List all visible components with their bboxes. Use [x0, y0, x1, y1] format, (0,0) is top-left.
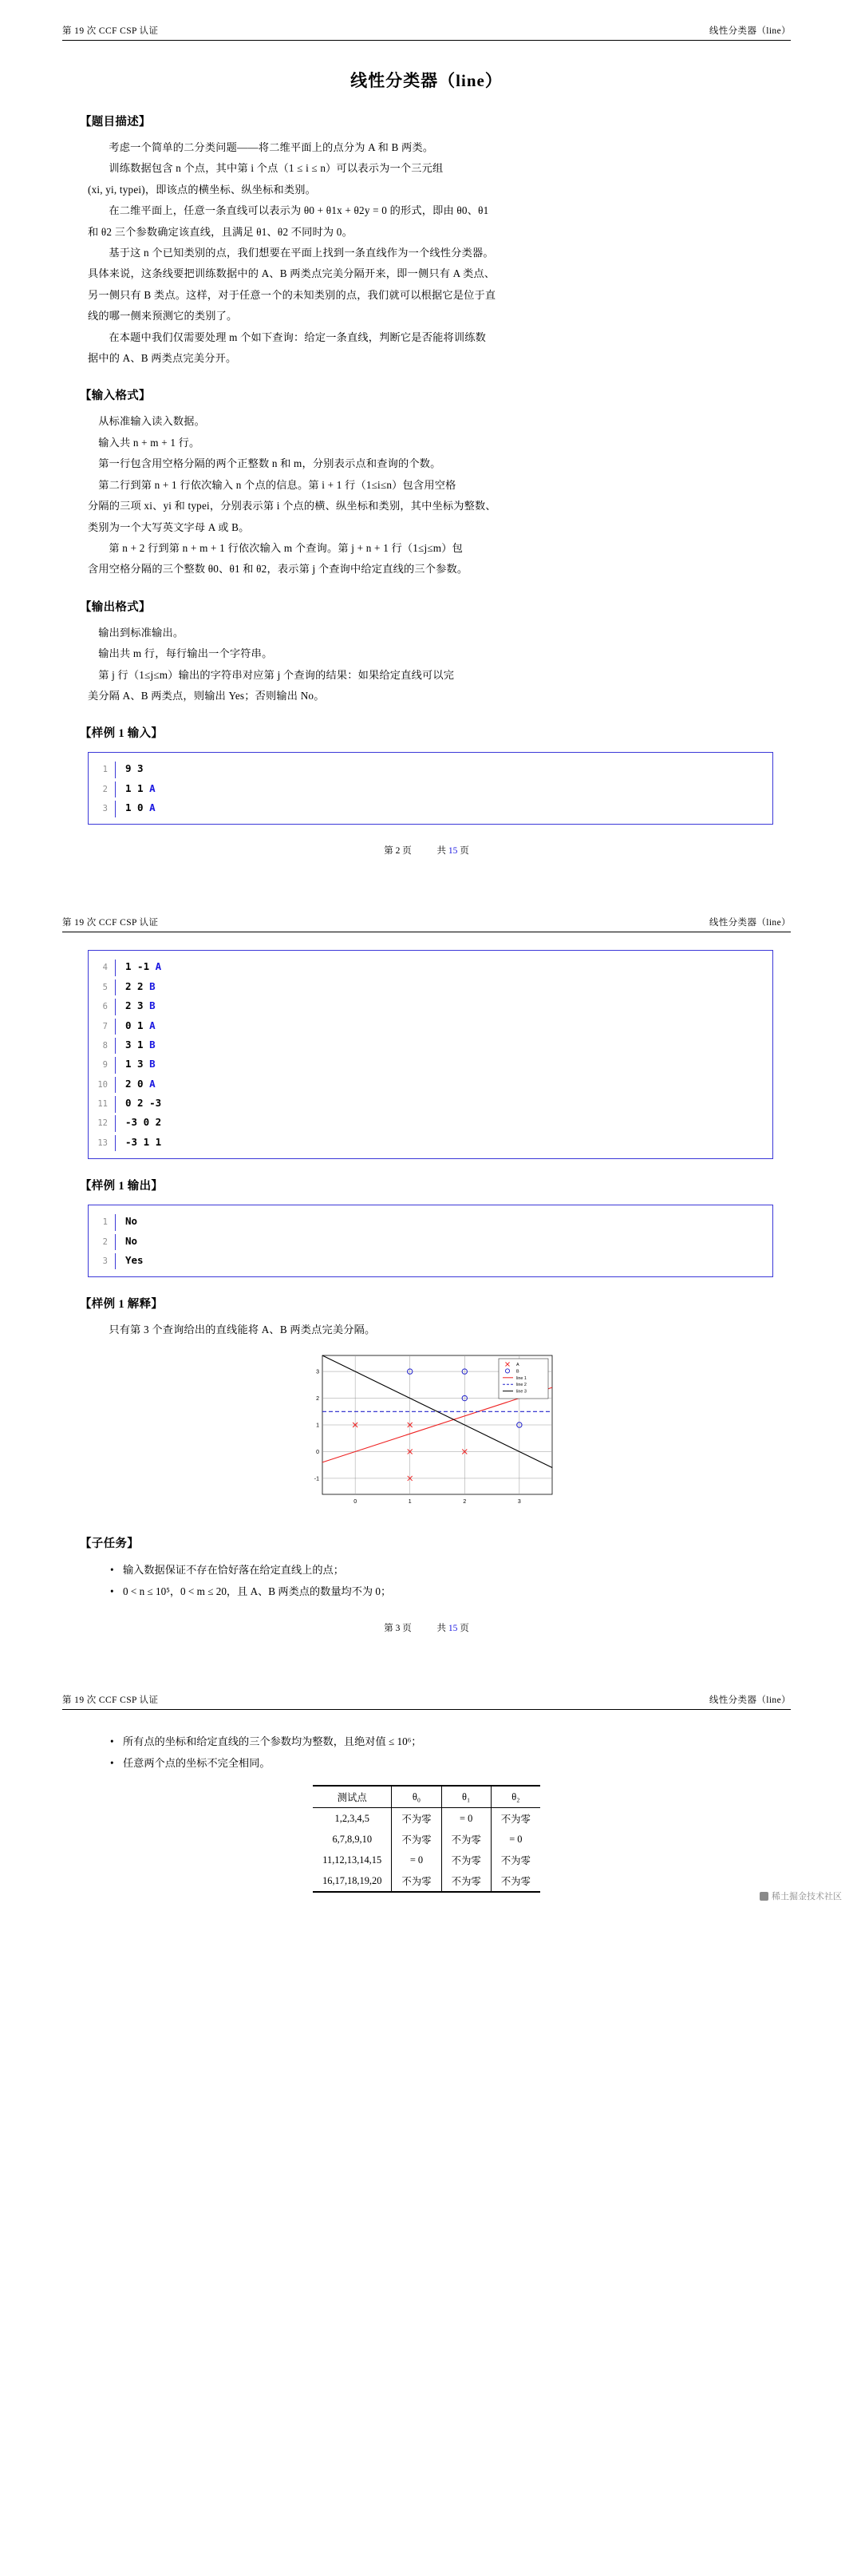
- code-line-text: 0 1 A: [125, 1019, 156, 1031]
- table-cell: 不为零: [392, 1808, 441, 1830]
- subtask-list-page4: [110, 1731, 773, 1774]
- code-line: [89, 996, 772, 1015]
- code-class-label: A: [149, 1077, 156, 1090]
- code-line-number: 2: [89, 1234, 116, 1250]
- page-footer-2: [0, 844, 853, 857]
- testpoint-table: [313, 1785, 540, 1893]
- code-line: [89, 1251, 772, 1270]
- paragraph-line: 美分隔 A、B 两类点，则输出 Yes；否则输出 No。: [88, 689, 325, 702]
- footer-page-number: 第 3 页: [384, 1623, 412, 1633]
- paragraph: [88, 158, 773, 179]
- code-line-number: 1: [89, 762, 116, 778]
- paragraph-line: 第二行到第 n + 1 行依次输入 n 个点的信息。第 i + 1 行（1≤i≤n）包含用空格: [98, 478, 456, 491]
- paragraph-line: 线的哪一侧来预测它的类别了。: [88, 310, 238, 322]
- code-line: [89, 1133, 772, 1152]
- code-line-text: 1 3 B: [125, 1058, 156, 1070]
- code-line-text: 2 3 B: [125, 999, 156, 1012]
- legend-label: A: [515, 1362, 519, 1367]
- code-line-number: 12: [89, 1115, 116, 1131]
- table-row: [313, 1808, 540, 1830]
- code-line: [89, 957, 772, 976]
- header-right-text: 线性分类器（line）: [709, 26, 791, 36]
- code-line-text: 3 1 B: [125, 1038, 156, 1051]
- footer-total-suffix: 页: [457, 846, 469, 857]
- paragraph: 考虑一个简单的二分类问题——将二维平面上的点分为 A 和 B 两类。: [109, 141, 434, 153]
- x-tick-label: 2: [462, 1498, 466, 1505]
- code-class-label: A: [149, 1019, 156, 1031]
- section-heading-sample1-output: 【样例 1 输出】: [80, 1180, 164, 1193]
- document-page-3: [0, 892, 853, 1633]
- paragraph-line: 含用空格分隔的三个整数 θ0、θ1 和 θ2，表示第 j 个查询中给定直线的三个参数。: [88, 563, 468, 576]
- table-cell: = 0: [441, 1808, 491, 1830]
- code-class-label: B: [149, 999, 156, 1012]
- paragraph-line: 另一侧只有 B 类点。这样，对于任意一个的未知类别的点，我们就可以根据它是位于直: [88, 288, 496, 301]
- table-cell: 不为零: [392, 1829, 441, 1850]
- list-item: • 任意两个点的坐标不完全相同。: [110, 1752, 773, 1774]
- code-line: [89, 977, 772, 996]
- paragraph-line: 类别为一个大写英文字母 A 或 B。: [88, 520, 250, 533]
- watermark-logo-icon: [760, 1892, 768, 1901]
- code-line-number: 11: [89, 1096, 116, 1112]
- code-line-text: 2 0 A: [125, 1077, 156, 1090]
- legend-label: line 3: [515, 1389, 527, 1395]
- y-tick-label: 2: [315, 1395, 319, 1402]
- code-line: [89, 779, 772, 798]
- paragraph-line: 第 n + 2 行到第 n + m + 1 行依次输入 m 个查询。第 j + n + 1 行（1≤j≤m）包: [109, 541, 464, 554]
- code-class-label: A: [149, 801, 156, 814]
- paragraph-line: 从标准输入读入数据。: [98, 415, 206, 428]
- paragraph-line: 具体来说，这条线要把训练数据中的 A、B 两类点完美分隔开来，即一侧只有 A 类点、: [88, 267, 496, 280]
- y-tick-label: 1: [315, 1423, 319, 1429]
- running-header: [62, 0, 791, 41]
- table-cell: 不为零: [441, 1870, 491, 1892]
- header-left-text: 第 19 次 CCF CSP 认证: [62, 1695, 159, 1705]
- legend-label: B: [515, 1369, 519, 1375]
- page-title: 线性分类器（line）: [350, 71, 503, 90]
- x-tick-label: 3: [517, 1498, 521, 1505]
- list-item: • 输入数据保证不存在恰好落在给定直线上的点；: [110, 1559, 773, 1581]
- paragraph-line: 输出到标准输出。: [98, 626, 184, 639]
- footer-total-prefix: 共: [436, 846, 448, 857]
- table-cell: 不为零: [491, 1870, 540, 1892]
- document-page-2: [0, 0, 853, 857]
- input-format-body: [88, 411, 773, 580]
- section-heading-output-format: 【输出格式】: [80, 600, 151, 614]
- watermark-text: 稀土掘金技术社区: [772, 1892, 842, 1901]
- code-line-number: 5: [89, 979, 116, 995]
- table-cell: 1,2,3,4,5: [313, 1808, 392, 1830]
- code-line-number: 3: [89, 801, 116, 817]
- page-footer-3: [0, 1621, 853, 1634]
- section-heading-sample1-explain: 【样例 1 解释】: [80, 1298, 164, 1312]
- code-line-text: 2 2 B: [125, 979, 156, 992]
- paragraph-line: 输入共 n + m + 1 行。: [98, 436, 200, 449]
- code-line-text: 9 3: [125, 762, 144, 775]
- paragraph-line: 第 j 行（1≤j≤m）输出的字符串对应第 j 个查询的结果：如果给定直线可以完: [98, 668, 455, 681]
- bottom-spacer: [0, 1893, 853, 1907]
- paragraph-line: 基于这 n 个已知类别的点，我们想要在平面上找到一条直线作为一个线性分类器。: [109, 247, 494, 259]
- scatter-plot: [295, 1349, 559, 1517]
- paragraph-line: 只有第 3 个查询给出的直线能将 A、B 两类点完美分隔。: [109, 1324, 376, 1336]
- watermark: [760, 1889, 842, 1902]
- header-right-text: 线性分类器（line）: [709, 1695, 791, 1705]
- code-line-number: 2: [89, 782, 116, 797]
- code-line-text: No: [125, 1215, 138, 1228]
- running-header: [62, 892, 791, 932]
- paragraph-line: 第一行包含用空格分隔的两个正整数 n 和 m，分别表示点和查询的个数。: [98, 457, 441, 470]
- testpoint-table-wrapper: [0, 1785, 853, 1893]
- code-line-text: 1 -1 A: [125, 960, 162, 973]
- code-line-number: 9: [89, 1057, 116, 1073]
- table-header-cell: θ₀: [392, 1786, 441, 1808]
- section-heading-description: 【题目描述】: [80, 116, 151, 129]
- code-line-number: 3: [89, 1253, 116, 1269]
- code-line-number: 13: [89, 1135, 116, 1151]
- code-line-number: 8: [89, 1038, 116, 1054]
- header-right-text: 线性分类器（line）: [709, 918, 791, 928]
- paragraph-line: 分隔的三项 xi、yi 和 typei，分别表示第 i 个点的横、纵坐标和类别，其中坐标为整数、: [88, 500, 496, 512]
- code-line-text: 1 1 A: [125, 782, 156, 794]
- subtask-list-page3: [110, 1559, 773, 1602]
- section-heading-sample1-input: 【样例 1 输入】: [80, 727, 164, 741]
- code-line: [89, 1035, 772, 1055]
- description-body: [88, 137, 773, 369]
- table-row: [313, 1850, 540, 1870]
- code-line: [89, 1074, 772, 1094]
- paragraph-line: 在本题中我们仅需要处理 m 个如下查询：给定一条直线，判断它是否能将训练数: [109, 330, 487, 343]
- legend-label: line 2: [515, 1382, 527, 1387]
- table-cell: 6,7,8,9,10: [313, 1829, 392, 1850]
- sample1-explain-body: [88, 1320, 773, 1340]
- table-header-row: [313, 1786, 540, 1808]
- paragraph-line: 输出共 m 行，每行输出一个字符串。: [98, 647, 273, 660]
- footer-page-number: 第 2 页: [384, 846, 412, 857]
- paragraph-line: 据中的 A、B 两类点完美分开。: [88, 352, 237, 365]
- x-tick-label: 0: [353, 1498, 357, 1505]
- table-header-cell: θ₁: [441, 1786, 491, 1808]
- footer-total-suffix: 页: [457, 1623, 469, 1633]
- code-line-text: 1 0 A: [125, 801, 156, 814]
- code-class-label: B: [149, 1038, 156, 1051]
- table-cell: = 0: [392, 1850, 441, 1870]
- code-line-text: 0 2 -3: [125, 1097, 162, 1110]
- footer-total-count: 15: [448, 846, 458, 857]
- table-cell: = 0: [491, 1829, 540, 1850]
- code-line-number: 7: [89, 1019, 116, 1035]
- page-break-gap: [0, 1634, 853, 1669]
- sample1-input-codeblock-part2[interactable]: [88, 950, 773, 1159]
- x-tick-label: 1: [408, 1498, 412, 1505]
- code-line-text: -3 0 2: [125, 1116, 162, 1129]
- list-item: • 0 < n ≤ 10⁵，0 < m ≤ 20，且 A、B 两类点的数量均不为 0；: [110, 1581, 773, 1602]
- section-heading-subtask: 【子任务】: [80, 1537, 139, 1550]
- table-header-cell: θ₂: [491, 1786, 540, 1808]
- table-cell: 不为零: [441, 1850, 491, 1870]
- page-break-gap: [0, 857, 853, 892]
- code-line: [89, 1113, 772, 1132]
- footer-total-prefix: 共: [436, 1623, 448, 1633]
- code-line-text: Yes: [125, 1253, 144, 1266]
- code-line-number: 1: [89, 1214, 116, 1230]
- code-class-label: A: [149, 782, 156, 794]
- paragraph-line: 和 θ2 三个参数确定该直线，且满足 θ1、θ2 不同时为 0。: [88, 225, 353, 238]
- paragraph-line: (xi, yi, typei)，即该点的横坐标、纵坐标和类别。: [88, 183, 317, 196]
- y-tick-label: 3: [315, 1369, 319, 1375]
- code-line: [89, 1055, 772, 1074]
- table-row: [313, 1829, 540, 1850]
- table-header-cell: 测试点: [313, 1786, 392, 1808]
- document-page-4: [0, 1669, 853, 1907]
- code-class-label: B: [149, 979, 156, 992]
- code-line: [89, 798, 772, 817]
- code-line-text: No: [125, 1234, 138, 1247]
- table-cell: 16,17,18,19,20: [313, 1870, 392, 1892]
- footer-total-count: 15: [448, 1623, 458, 1633]
- output-format-body: [88, 623, 773, 707]
- code-line-number: 6: [89, 999, 116, 1015]
- y-tick-label: -1: [314, 1476, 319, 1482]
- header-left-text: 第 19 次 CCF CSP 认证: [62, 26, 159, 36]
- code-line: [89, 1016, 772, 1035]
- code-line: [89, 1212, 772, 1231]
- code-line-number: 10: [89, 1077, 116, 1093]
- running-header: [62, 1669, 791, 1710]
- sample1-figure: [0, 1349, 853, 1517]
- y-tick-label: 0: [315, 1449, 319, 1455]
- table-cell: 不为零: [491, 1850, 540, 1870]
- code-class-label: A: [155, 960, 162, 973]
- code-line: [89, 759, 772, 778]
- code-line: [89, 1232, 772, 1251]
- sample1-input-codeblock-part1[interactable]: [88, 752, 773, 825]
- table-cell: 不为零: [441, 1829, 491, 1850]
- paragraph-line: 在二维平面上，任意一条直线可以表示为 θ0 + θ1x + θ2y = 0 的形式，即由 θ0、θ1: [109, 204, 489, 217]
- legend-label: line 1: [515, 1375, 527, 1381]
- table-cell: 不为零: [491, 1808, 540, 1830]
- list-item: • 所有点的坐标和给定直线的三个参数均为整数，且绝对值 ≤ 10⁶；: [110, 1731, 773, 1752]
- sample1-output-codeblock[interactable]: [88, 1205, 773, 1277]
- header-left-text: 第 19 次 CCF CSP 认证: [62, 918, 159, 928]
- paragraph-line: 训练数据包含 n 个点，其中第 i 个点（1 ≤ i ≤ n）可以表示为一个三元组: [109, 162, 444, 175]
- code-line: [89, 1094, 772, 1113]
- table-cell: 11,12,13,14,15: [313, 1850, 392, 1870]
- code-line-number: 4: [89, 960, 116, 975]
- code-class-label: B: [149, 1058, 156, 1070]
- table-row: [313, 1870, 540, 1892]
- code-line-text: -3 1 1: [125, 1135, 162, 1148]
- section-heading-input-format: 【输入格式】: [80, 390, 151, 403]
- table-cell: 不为零: [392, 1870, 441, 1892]
